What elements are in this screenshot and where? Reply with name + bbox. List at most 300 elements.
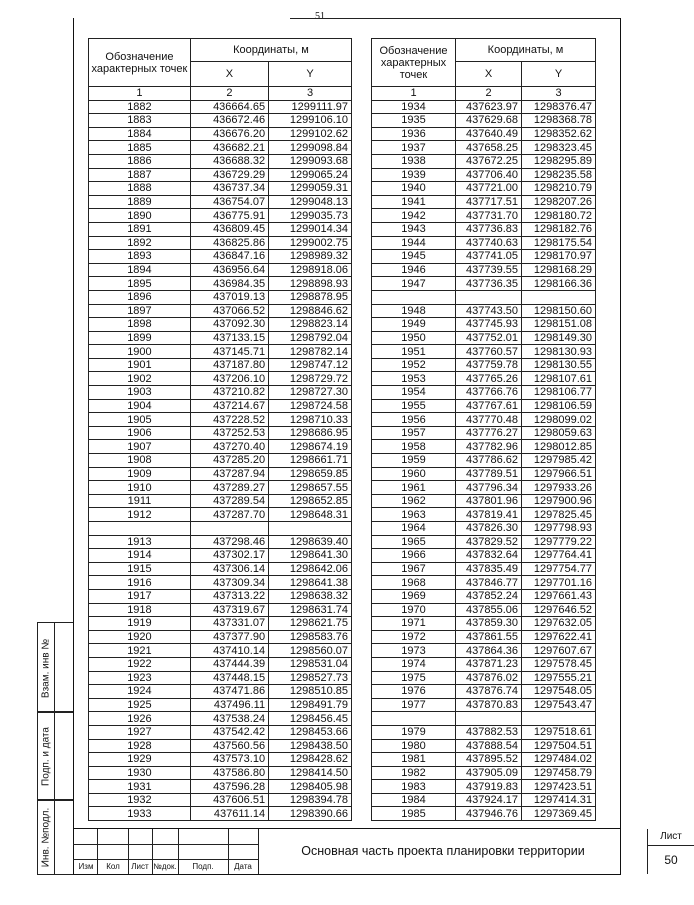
coord-y: 1297543.47 — [522, 698, 596, 712]
point-id: 1976 — [372, 685, 456, 699]
table-row — [89, 372, 352, 386]
point-id: 1985 — [372, 807, 456, 821]
coord-y: 1298652.85 — [269, 494, 352, 508]
stamp-label-podp: Подп. — [192, 862, 214, 871]
point-id: 1888 — [89, 182, 191, 196]
table-row — [372, 277, 596, 291]
coord-x: 437919.83 — [456, 780, 522, 794]
side-stamp-replacement — [37, 622, 73, 712]
header-y: Y — [522, 62, 596, 87]
table-row — [89, 263, 352, 277]
point-id: 1951 — [372, 345, 456, 359]
point-id: 1956 — [372, 413, 456, 427]
point-id: 1899 — [89, 331, 191, 345]
point-id: 1936 — [372, 127, 456, 141]
table-row — [372, 780, 596, 794]
coord-y: 1297504.51 — [522, 739, 596, 753]
coord-y: 1298106.77 — [522, 386, 596, 400]
coord-y: 1298368.78 — [522, 114, 596, 128]
point-id: 1929 — [89, 753, 191, 767]
coord-y: 1298527.73 — [269, 671, 352, 685]
table-row — [89, 522, 352, 536]
point-id: 1966 — [372, 549, 456, 563]
coord-x: 437214.67 — [190, 399, 268, 413]
point-id: 1940 — [372, 182, 456, 196]
table-row — [372, 209, 596, 223]
coord-x: 437776.27 — [456, 426, 522, 440]
table-row — [372, 426, 596, 440]
table-row — [89, 168, 352, 182]
coord-y: 1298639.40 — [269, 535, 352, 549]
point-id: 1981 — [372, 753, 456, 767]
stamp-label-list: Лист — [131, 862, 149, 871]
point-id: 1983 — [372, 780, 456, 794]
coord-y: 1298390.66 — [269, 807, 352, 821]
point-id: 1980 — [372, 739, 456, 753]
coord-y: 1297607.67 — [522, 644, 596, 658]
coord-y: 1298107.61 — [522, 372, 596, 386]
table-row — [89, 562, 352, 576]
point-id: 1900 — [89, 345, 191, 359]
coord-x: 437826.30 — [456, 522, 522, 536]
table-row — [372, 793, 596, 807]
coord-y: 1299014.34 — [269, 222, 352, 236]
table-row — [372, 358, 596, 372]
coord-x: 437270.40 — [190, 440, 268, 454]
table-row — [89, 481, 352, 495]
coord-x: 437377.90 — [190, 630, 268, 644]
coord-x: 437672.25 — [456, 154, 522, 168]
header-col-3: 3 — [522, 87, 596, 101]
table-row — [372, 576, 596, 590]
coord-y: 1298510.85 — [269, 685, 352, 699]
coord-y: 1298207.26 — [522, 195, 596, 209]
coord-x: 437832.64 — [456, 549, 522, 563]
coord-y: 1298641.38 — [269, 576, 352, 590]
point-id: 1901 — [89, 358, 191, 372]
point-id: 1906 — [89, 426, 191, 440]
coord-x: 437736.35 — [456, 277, 522, 291]
point-id: 1949 — [372, 318, 456, 332]
table-row — [372, 141, 596, 155]
table-row — [89, 780, 352, 794]
coord-y: 1298638.32 — [269, 589, 352, 603]
sheet-label: Лист — [648, 829, 694, 846]
coord-y: 1298823.14 — [269, 318, 352, 332]
coord-x: 437870.83 — [456, 698, 522, 712]
point-id: 1946 — [372, 263, 456, 277]
table-row — [372, 685, 596, 699]
table-row — [89, 331, 352, 345]
coord-x: 437782.96 — [456, 440, 522, 454]
point-id: 1922 — [89, 657, 191, 671]
point-id: 1958 — [372, 440, 456, 454]
coord-x: 437560.56 — [190, 739, 268, 753]
point-id: 1905 — [89, 413, 191, 427]
point-id: 1967 — [372, 562, 456, 576]
coord-y: 1299106.10 — [269, 114, 352, 128]
coord-x: 437731.70 — [456, 209, 522, 223]
coord-x: 437882.53 — [456, 725, 522, 739]
point-id: 1960 — [372, 467, 456, 481]
coord-x: 437471.86 — [190, 685, 268, 699]
table-row — [89, 195, 352, 209]
page-number: 51 — [315, 11, 325, 22]
table-row — [89, 793, 352, 807]
header-col-3: 3 — [269, 87, 352, 101]
table-row — [89, 236, 352, 250]
coord-y: 1298729.72 — [269, 372, 352, 386]
coord-x: 437770.48 — [456, 413, 522, 427]
point-id: 1977 — [372, 698, 456, 712]
table-row — [89, 304, 352, 318]
coord-x: 437743.50 — [456, 304, 522, 318]
table-row — [372, 522, 596, 536]
coord-y: 1298641.30 — [269, 549, 352, 563]
point-id: 1943 — [372, 222, 456, 236]
coord-x: 437298.46 — [190, 535, 268, 549]
stamp-label-izm: Изм — [78, 862, 94, 871]
table-row — [89, 141, 352, 155]
point-id: 1916 — [89, 576, 191, 590]
table-row — [89, 318, 352, 332]
coord-y: 1298631.74 — [269, 603, 352, 617]
point-id: 1902 — [89, 372, 191, 386]
point-id: 1882 — [89, 100, 191, 114]
point-id: 1889 — [89, 195, 191, 209]
coord-x: 437905.09 — [456, 766, 522, 780]
coord-y: 1298642.06 — [269, 562, 352, 576]
header-col-2: 2 — [190, 87, 268, 101]
point-id: 1961 — [372, 481, 456, 495]
table-row — [372, 386, 596, 400]
point-id — [372, 712, 456, 726]
coord-x: 437752.01 — [456, 331, 522, 345]
coord-x: 437855.06 — [456, 603, 522, 617]
table-row — [372, 766, 596, 780]
point-id: 1968 — [372, 576, 456, 590]
coord-x: 437285.20 — [190, 454, 268, 468]
point-id: 1939 — [372, 168, 456, 182]
coord-y: 1297661.43 — [522, 589, 596, 603]
coord-y: 1297414.31 — [522, 793, 596, 807]
coord-x: 437829.52 — [456, 535, 522, 549]
coord-y: 1298878.95 — [269, 290, 352, 304]
table-row — [89, 644, 352, 658]
point-id: 1891 — [89, 222, 191, 236]
coord-x: 437623.97 — [456, 100, 522, 114]
point-id: 1969 — [372, 589, 456, 603]
header-designation: Обозначение характерных точек — [372, 39, 456, 87]
table-row — [372, 807, 596, 821]
point-id: 1884 — [89, 127, 191, 141]
header-col-2: 2 — [456, 87, 522, 101]
coord-x: 436729.29 — [190, 168, 268, 182]
coord-y: 1299059.31 — [269, 182, 352, 196]
coord-x: 437573.10 — [190, 753, 268, 767]
point-id: 1894 — [89, 263, 191, 277]
table-row — [89, 698, 352, 712]
coord-y: 1298182.76 — [522, 222, 596, 236]
coord-y: 1298151.08 — [522, 318, 596, 332]
coord-x: 437760.57 — [456, 345, 522, 359]
table-row — [372, 467, 596, 481]
point-id: 1887 — [89, 168, 191, 182]
table-row — [372, 753, 596, 767]
table-row — [372, 454, 596, 468]
point-id: 1926 — [89, 712, 191, 726]
table-row — [372, 114, 596, 128]
coord-x: 437946.76 — [456, 807, 522, 821]
title-block — [73, 828, 682, 875]
side-stamp-inventory — [37, 800, 73, 875]
sheet-number: 50 — [664, 853, 678, 867]
coord-x: 437767.61 — [456, 399, 522, 413]
coord-y: 1298130.55 — [522, 358, 596, 372]
table-row — [372, 657, 596, 671]
table-row — [89, 725, 352, 739]
coord-y: 1298352.62 — [522, 127, 596, 141]
coord-x: 437736.83 — [456, 222, 522, 236]
coord-y: 1297900.96 — [522, 494, 596, 508]
side-label-vzam: Взам. инв № — [40, 638, 52, 699]
table-row — [89, 494, 352, 508]
point-id: 1933 — [89, 807, 191, 821]
coord-y: 1298747.12 — [269, 358, 352, 372]
coord-x: 437542.42 — [190, 725, 268, 739]
table-row — [89, 630, 352, 644]
point-id: 1975 — [372, 671, 456, 685]
header-coordinates: Координаты, м — [190, 39, 351, 62]
table-row — [372, 630, 596, 644]
point-id: 1950 — [372, 331, 456, 345]
coord-y: 1299093.68 — [269, 154, 352, 168]
coord-x: 437092.30 — [190, 318, 268, 332]
coord-y: 1298166.36 — [522, 277, 596, 291]
table-row — [89, 209, 352, 223]
coord-x: 437801.96 — [456, 494, 522, 508]
table-row — [372, 236, 596, 250]
table-row — [89, 657, 352, 671]
point-id: 1932 — [89, 793, 191, 807]
table-row — [89, 222, 352, 236]
coord-y: 1298659.85 — [269, 467, 352, 481]
table-row — [89, 440, 352, 454]
coord-y: 1297754.77 — [522, 562, 596, 576]
point-id: 1972 — [372, 630, 456, 644]
point-id: 1927 — [89, 725, 191, 739]
coord-x: 436664.65 — [190, 100, 268, 114]
coord-x: 437210.82 — [190, 386, 268, 400]
point-id: 1896 — [89, 290, 191, 304]
point-id: 1919 — [89, 617, 191, 631]
table-row — [89, 508, 352, 522]
point-id: 1965 — [372, 535, 456, 549]
coord-x: 437596.28 — [190, 780, 268, 794]
coord-x: 436672.46 — [190, 114, 268, 128]
table-row — [89, 766, 352, 780]
table-row — [89, 685, 352, 699]
coord-x: 437640.49 — [456, 127, 522, 141]
coord-x: 437796.34 — [456, 481, 522, 495]
point-id: 1904 — [89, 399, 191, 413]
coord-x: 437289.27 — [190, 481, 268, 495]
table-row — [372, 127, 596, 141]
table-row — [89, 277, 352, 291]
frame-right-border — [620, 18, 621, 875]
coord-x: 437206.10 — [190, 372, 268, 386]
coord-y: 1297548.05 — [522, 685, 596, 699]
coord-y: 1298456.45 — [269, 712, 352, 726]
coord-y: 1298235.58 — [522, 168, 596, 182]
coord-y: 1298661.71 — [269, 454, 352, 468]
coord-y: 1297555.21 — [522, 671, 596, 685]
coord-y: 1299002.75 — [269, 236, 352, 250]
table-row — [372, 549, 596, 563]
coord-y: 1299102.62 — [269, 127, 352, 141]
point-id — [89, 522, 191, 536]
table-row — [89, 358, 352, 372]
coord-y: 1298583.76 — [269, 630, 352, 644]
point-id: 1954 — [372, 386, 456, 400]
coord-y: 1298918.06 — [269, 263, 352, 277]
coord-x: 437789.51 — [456, 467, 522, 481]
point-id: 1886 — [89, 154, 191, 168]
coord-x: 437706.40 — [456, 168, 522, 182]
point-id: 1895 — [89, 277, 191, 291]
point-id: 1924 — [89, 685, 191, 699]
table-row — [372, 440, 596, 454]
coord-y: 1297622.41 — [522, 630, 596, 644]
coord-x: 437739.55 — [456, 263, 522, 277]
coordinates-table-left — [88, 38, 352, 821]
table-row — [372, 154, 596, 168]
point-id: 1971 — [372, 617, 456, 631]
table-row — [89, 549, 352, 563]
coord-y: 1298168.29 — [522, 263, 596, 277]
frame-left-border — [73, 18, 74, 875]
coord-x: 437611.14 — [190, 807, 268, 821]
coord-y: 1297933.26 — [522, 481, 596, 495]
table-row — [89, 617, 352, 631]
table-row — [372, 617, 596, 631]
coord-x: 436825.86 — [190, 236, 268, 250]
coord-y: 1298710.33 — [269, 413, 352, 427]
table-row — [89, 671, 352, 685]
table-row — [89, 454, 352, 468]
table-row — [372, 562, 596, 576]
coord-x: 437861.55 — [456, 630, 522, 644]
table-row — [372, 725, 596, 739]
coord-x: 436737.34 — [190, 182, 268, 196]
point-id: 1979 — [372, 725, 456, 739]
point-id: 1953 — [372, 372, 456, 386]
table-row — [89, 100, 352, 114]
table-row — [372, 250, 596, 264]
coord-x: 436754.07 — [190, 195, 268, 209]
point-id: 1930 — [89, 766, 191, 780]
coord-y: 1298376.47 — [522, 100, 596, 114]
coord-y — [269, 522, 352, 536]
table-row — [372, 603, 596, 617]
side-label-podp: Подп. и дата — [40, 727, 52, 786]
coord-y: 1297701.16 — [522, 576, 596, 590]
table-row — [372, 345, 596, 359]
coord-x: 437306.14 — [190, 562, 268, 576]
coord-x: 436956.64 — [190, 263, 268, 277]
table-row — [372, 399, 596, 413]
coord-y: 1297764.41 — [522, 549, 596, 563]
coord-x: 437765.26 — [456, 372, 522, 386]
table-row — [89, 739, 352, 753]
point-id: 1948 — [372, 304, 456, 318]
coord-x: 437864.36 — [456, 644, 522, 658]
table-row — [372, 222, 596, 236]
coord-y: 1298792.04 — [269, 331, 352, 345]
coord-y: 1297369.45 — [522, 807, 596, 821]
coord-x: 437133.15 — [190, 331, 268, 345]
stamp-label-ndok: №док. — [153, 862, 177, 871]
table-row — [89, 535, 352, 549]
table-row — [372, 100, 596, 114]
coord-y: 1299048.13 — [269, 195, 352, 209]
coord-x: 437859.30 — [456, 617, 522, 631]
point-id: 1911 — [89, 494, 191, 508]
point-id: 1973 — [372, 644, 456, 658]
coord-y: 1297646.52 — [522, 603, 596, 617]
table-row — [372, 318, 596, 332]
point-id: 1912 — [89, 508, 191, 522]
coord-x: 437586.80 — [190, 766, 268, 780]
point-id: 1935 — [372, 114, 456, 128]
coord-x — [456, 290, 522, 304]
point-id: 1910 — [89, 481, 191, 495]
coord-y: 1298453.66 — [269, 725, 352, 739]
header-designation: Обозначение характерных точек — [89, 39, 191, 87]
coord-x: 436676.20 — [190, 127, 268, 141]
table-row — [89, 426, 352, 440]
table-row — [372, 182, 596, 196]
table-row — [89, 589, 352, 603]
coord-y: 1297423.51 — [522, 780, 596, 794]
point-id: 1915 — [89, 562, 191, 576]
coord-y: 1298414.50 — [269, 766, 352, 780]
coord-y: 1298099.02 — [522, 413, 596, 427]
point-id: 1908 — [89, 454, 191, 468]
table-row — [372, 195, 596, 209]
coord-x: 437740.63 — [456, 236, 522, 250]
table-row — [372, 589, 596, 603]
coord-x: 437252.53 — [190, 426, 268, 440]
table-row — [372, 494, 596, 508]
table-row — [372, 331, 596, 345]
coord-y: 1297798.93 — [522, 522, 596, 536]
coord-x: 437717.51 — [456, 195, 522, 209]
table-row — [89, 753, 352, 767]
point-id: 1913 — [89, 535, 191, 549]
coord-y: 1298150.60 — [522, 304, 596, 318]
table-row — [372, 304, 596, 318]
coord-x: 437496.11 — [190, 698, 268, 712]
coord-y: 1298531.04 — [269, 657, 352, 671]
coord-y: 1297458.79 — [522, 766, 596, 780]
coord-y: 1298130.93 — [522, 345, 596, 359]
coord-x: 437888.54 — [456, 739, 522, 753]
coord-x: 437876.02 — [456, 671, 522, 685]
coord-y: 1298438.50 — [269, 739, 352, 753]
coord-y: 1298621.75 — [269, 617, 352, 631]
coord-y: 1298149.30 — [522, 331, 596, 345]
